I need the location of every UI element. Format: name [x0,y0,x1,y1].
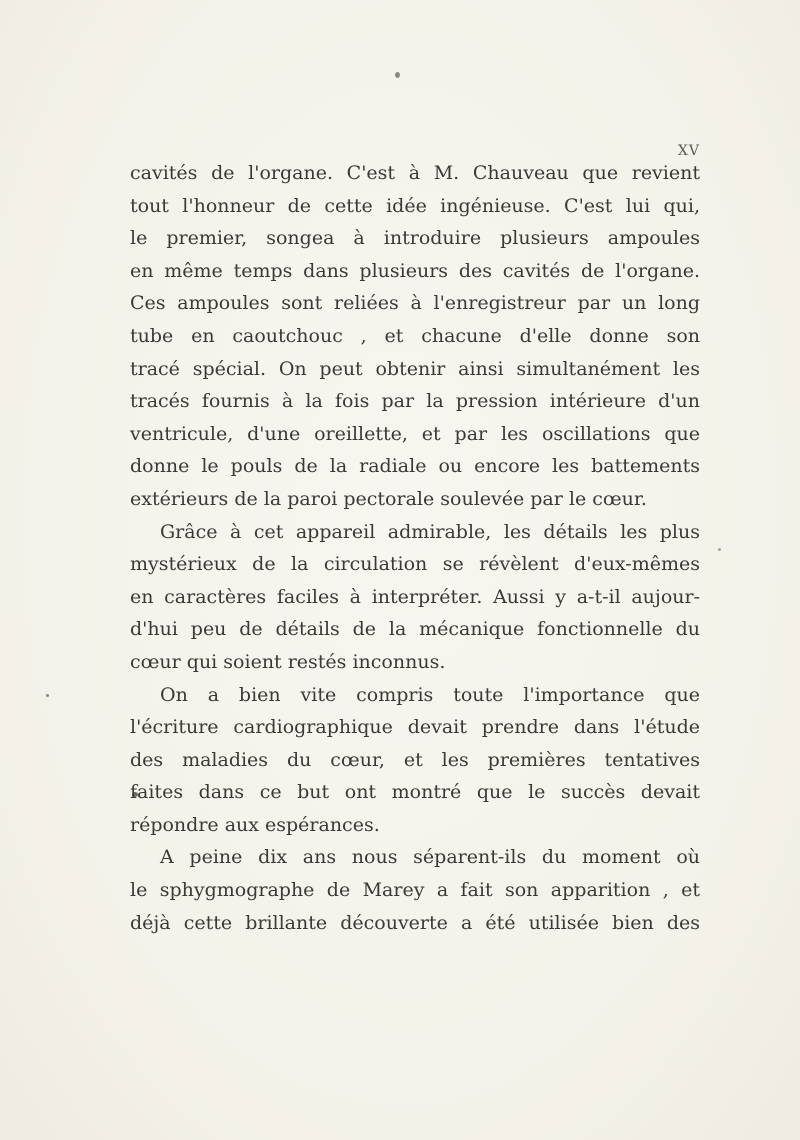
text-line: mystérieux de la circulation se révèlent d'eux-mêmes [130,553,700,576]
ink-speck [395,72,400,78]
ink-speck [718,548,721,551]
text-line: tout l'honneur de cette idée ingénieuse. C'est lui qui, [130,194,700,217]
ink-speck [46,694,49,697]
text-line: Ces ampoules sont reliées à l'enregistreur par un long [130,292,700,315]
text-line: cœur qui soient restés inconnus. [130,650,446,673]
text-line: répondre aux espérances. [130,813,380,836]
text-line: en même temps dans plusieurs des cavités de l'organe. [130,259,700,282]
text-line: des maladies du cœur, et les premières tentatives [130,748,700,771]
text-line: tracés fournis à la fois par la pression intérieure d'un [130,390,700,413]
text-line: déjà cette brillante découverte a été utilisée bien des [130,911,700,934]
text-line: tracé spécial. On peut obtenir ainsi simultanément les [130,357,700,380]
text-line: ventricule, d'une oreillette, et par les oscillations que [130,422,700,445]
body-text [130,157,700,939]
text-line: en caractères faciles à interpréter. Aussi y a-t-il aujour- [130,585,700,608]
text-line: le sphygmographe de Marey a fait son apparition , et [130,879,700,902]
page-number: XV [677,143,700,159]
text-line: Grâce à cet appareil admirable, les détails les plus [160,520,700,543]
text-line: tube en caoutchouc , et chacune d'elle donne son [130,324,700,347]
text-line: cavités de l'organe. C'est à M. Chauveau que revient [130,162,700,184]
text-line: A peine dix ans nous séparent-ils du moment où [160,846,700,869]
text-line: d'hui peu de détails de la mécanique fonctionnelle du [130,618,700,641]
text-line: faites dans ce but ont montré que le succès devait [130,781,700,804]
text-line: extérieurs de la paroi pectorale soulevée par le cœur. [130,487,647,510]
text-line: On a bien vite compris toute l'importance que [160,683,700,706]
text-line: donne le pouls de la radiale ou encore les battements [130,455,700,478]
text-line: le premier, songea à introduire plusieurs ampoules [130,227,700,250]
text-line: l'écriture cardiographique devait prendre dans l'étude [130,716,700,739]
